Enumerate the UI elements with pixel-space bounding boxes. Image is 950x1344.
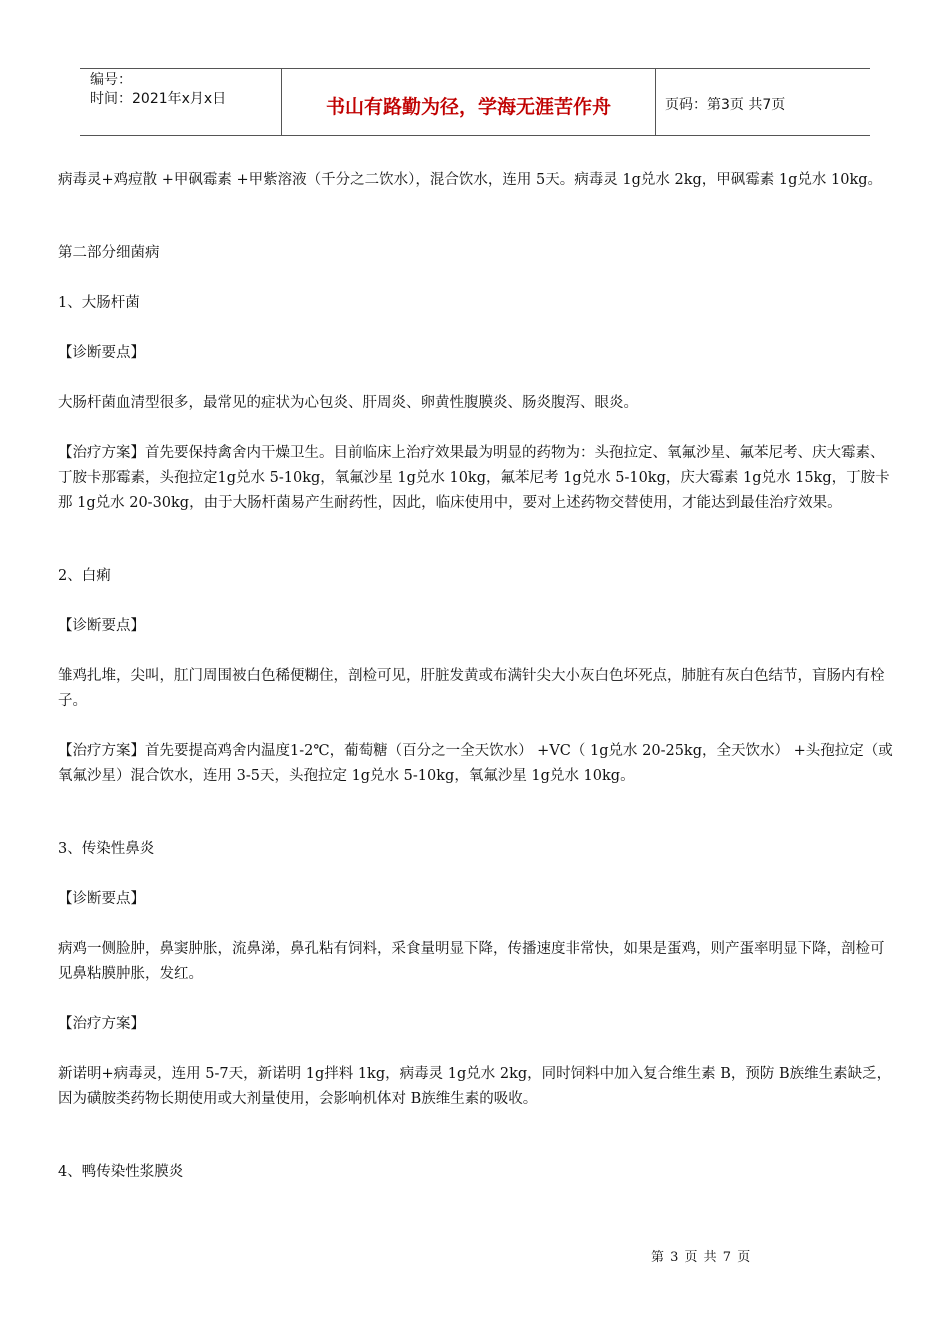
header-number-label: 编号： (90, 72, 132, 88)
treatment-text: 新诺明+病毒灵，连用 5-7天，新诺明 1g拌料 1kg，病毒灵 1g兑水 2kg，同时饲料中加入复合维生素 B，预防 B族维生素缺乏，因为磺胺类药物长期使用或大剂量使用，会影响机体对 B族维生素的吸收。 (58, 1066, 892, 1107)
diagnosis-text: 雏鸡扎堆，尖叫，肛门周围被白色稀便糊住，剖检可见，肝脏发黄或布满针尖大小灰白色坏死点，肺脏有灰白色结节，盲肠内有栓子。 (58, 668, 885, 709)
diagnosis-label: 【诊断要点】 (58, 618, 145, 634)
header-meta (80, 69, 282, 135)
page-footer: 第 3 页 共 7 页 (651, 1250, 752, 1265)
paragraph: 病毒灵+鸡痘散 +甲砜霉素 +甲紫溶液（千分之二饮水），混合饮水，连用 5天。病毒灵 1g兑水 2kg，甲砜霉素 1g兑水 10kg。 (58, 172, 883, 188)
section-title: 第二部分细菌病 (58, 245, 160, 261)
treatment-text: 【治疗方案】首先要保持禽舍内干燥卫生。目前临床上治疗效果最为明显的药物为：头孢拉定、氧氟沙星、氟苯尼考、庆大霉素、丁胺卡那霉素，头孢拉定1g兑水 5-10kg，氧氟沙星 1g兑水 10kg，氟苯尼考 1g兑水 5-10kg，庆大霉素 1g兑水 15kg，丁胺卡那 1g兑水 20-30kg，由于大肠杆菌易产生耐药性，因此，临床使用中，要对上述药物交替使用，才能达到最佳治疗效果。 (58, 445, 890, 511)
diagnosis-text: 大肠杆菌血清型很多，最常见的症状为心包炎、肝周炎、卵黄性腹膜炎、肠炎腹泻、眼炎。 (58, 395, 638, 411)
treatment-text: 【治疗方案】首先要提高鸡舍内温度1-2℃，葡萄糖（百分之一全天饮水） +VC（ 1g兑水 20-25kg，全天饮水） +头孢拉定（或氧氟沙星）混合饮水，连用 3-5天，头孢拉定 1g兑水 5-10kg，氧氟沙星 1g兑水 10kg。 (58, 743, 893, 784)
disease-title: 4、鸭传染性浆膜炎 (58, 1164, 184, 1180)
document-header (80, 68, 870, 136)
diagnosis-label: 【诊断要点】 (58, 891, 145, 907)
disease-title: 1、大肠杆菌 (58, 295, 140, 311)
diagnosis-text: 病鸡一侧脸肿，鼻窦肿胀，流鼻涕，鼻孔粘有饲料，采食量明显下降，传播速度非常快，如果是蛋鸡，则产蛋率明显下降，剖检可见鼻粘膜肿胀，发红。 (58, 941, 885, 982)
header-time-label: 时间：2021年x月x日 (90, 91, 227, 107)
header-motto: 书山有路勤为径，学海无涯苦作舟 (282, 69, 656, 135)
document-body (58, 168, 894, 1185)
treatment-label: 【治疗方案】 (58, 1016, 145, 1032)
header-page-info: 页码：第3页 共7页 (665, 97, 786, 113)
disease-title: 3、传染性鼻炎 (58, 841, 155, 857)
disease-title: 2、白痢 (58, 568, 111, 584)
diagnosis-label: 【诊断要点】 (58, 345, 145, 361)
